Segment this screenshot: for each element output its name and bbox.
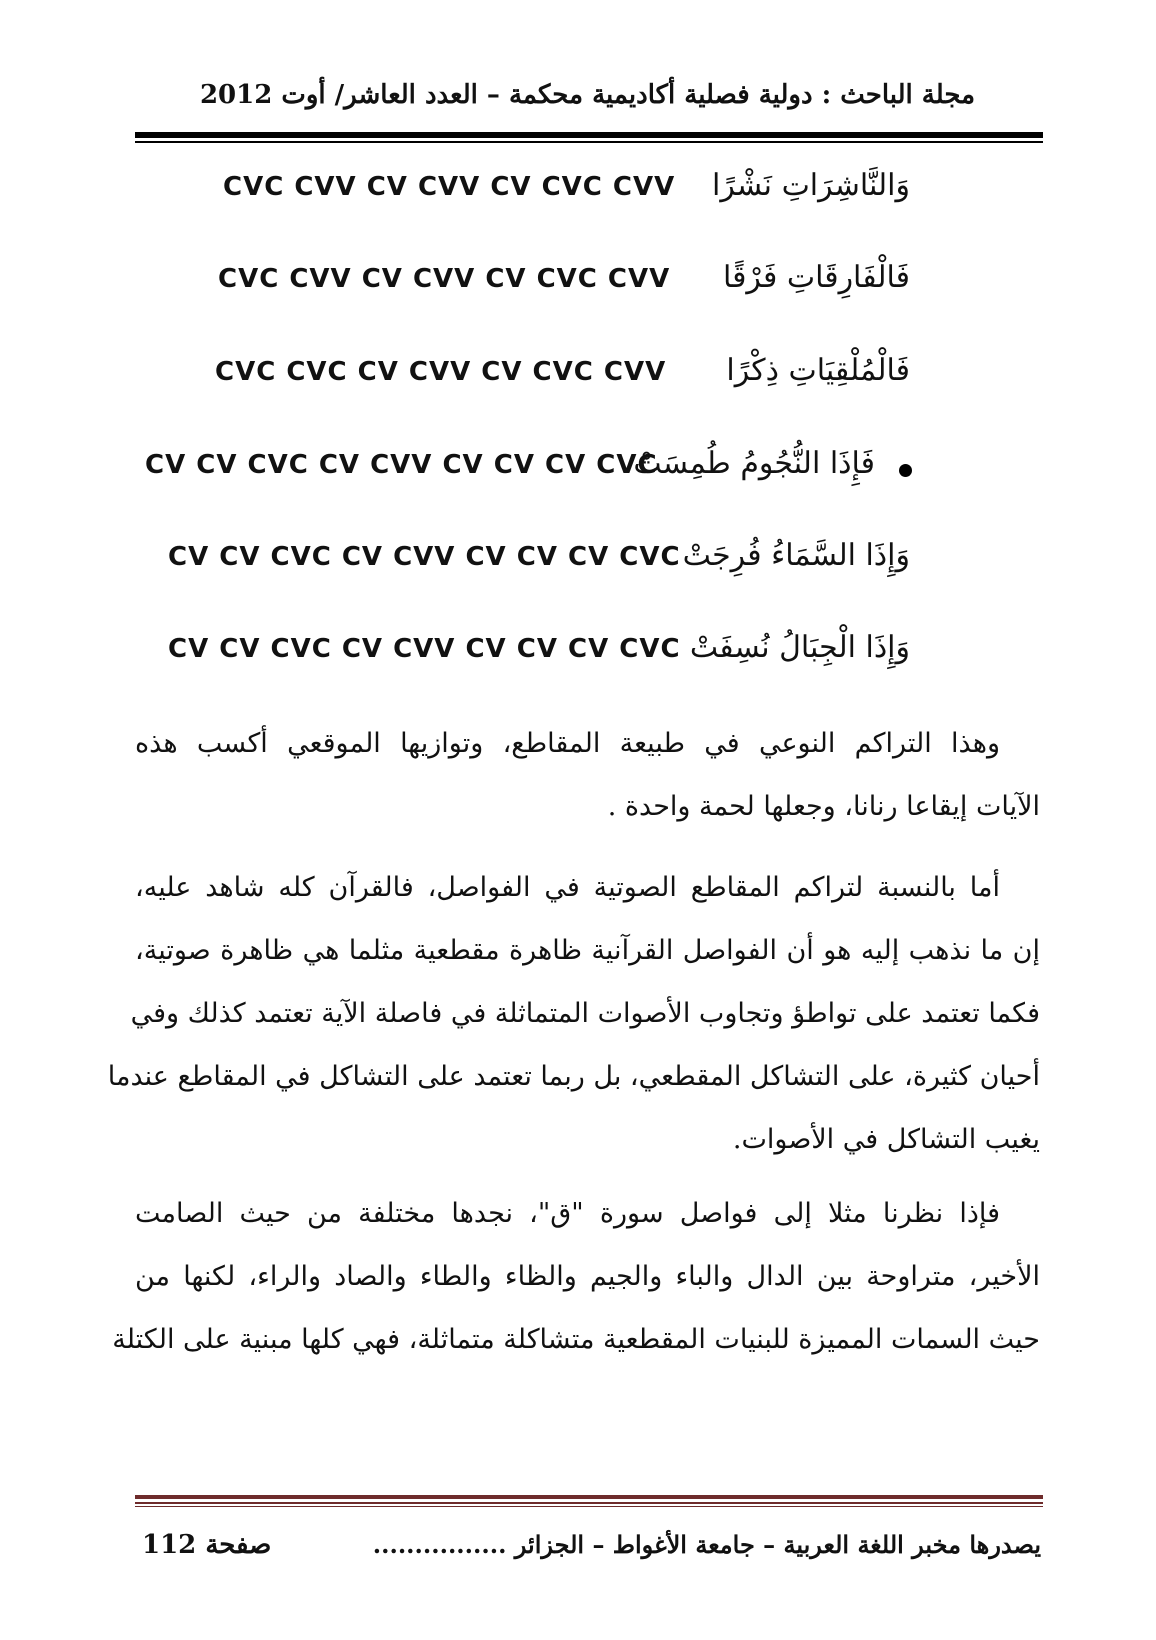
body-paragraph (107, 856, 1040, 1171)
verse-arabic: فَإِذَا النُّجُومُ طُمِسَتْ (633, 446, 875, 481)
paragraph-line: إن ما نذهب إليه هو أن الفواصل القرآنية ظاهرة مقطعية مثلما هي ظاهرة صوتية، (135, 935, 1040, 966)
verse-arabic: وَإِذَا السَّمَاءُ فُرِجَتْ (682, 538, 910, 573)
paragraph-line: فإذا نظرنا مثلا إلى فواصل سورة "ق"، نجدها مختلفة من حيث الصامت (135, 1198, 1000, 1229)
verse-row (135, 252, 1040, 312)
verse-arabic: فَالْفَارِقَاتِ فَرْقًا (722, 260, 910, 295)
verse-syllables: CV CV CVC CV CVV CV CV CV CVC (145, 450, 658, 480)
publisher-line: يصدرها مخبر اللغة العربية – جامعة الأغواط – الجزائر ................ (372, 1530, 1041, 1559)
verse-syllables: CVC CVV CV CVV CV CVC CVV (223, 172, 676, 202)
paragraph-line: الأخير، متراوحة بين الدال والباء والجيم والظاء والطاء والصاد والراء، لكنها من (135, 1261, 1040, 1292)
verse-arabic: وَالنَّاشِرَاتِ نَشْرًا (712, 168, 910, 203)
footer-rule (135, 1495, 1043, 1499)
verse-syllables: CV CV CVC CV CVV CV CV CV CVC (168, 634, 681, 664)
page-number: صفحة 112 (142, 1530, 272, 1560)
verse-arabic: وَإِذَا الْجِبَالُ نُسِفَتْ (689, 630, 910, 665)
journal-header: مجلة الباحث : دولية فصلية أكاديمية محكمة – العدد العاشر/ أوت 2012 (199, 80, 976, 110)
paragraph-line: يغيب التشاكل في الأصوات. (732, 1124, 1040, 1155)
header-rule-thin (135, 141, 1043, 143)
paragraph-line: حيث السمات المميزة للبنيات المقطعية متشاكلة متماثلة، فهي كلها مبنية على الكتلة (112, 1324, 1040, 1355)
verse-syllables: CVC CVC CV CVV CV CVC CVV (215, 357, 667, 387)
verse-arabic: فَالْمُلْقِيَاتِ ذِكْرًا (726, 353, 910, 388)
verse-row (135, 160, 1040, 220)
footer-rule (135, 1502, 1043, 1504)
body-paragraph (135, 712, 1040, 838)
paragraph-line: أما بالنسبة لتراكم المقاطع الصوتية في الفواصل، فالقرآن كله شاهد عليه، (135, 872, 1000, 903)
bullet-icon (899, 464, 912, 477)
verse-syllables: CVC CVV CV CVV CV CVC CVV (218, 264, 671, 294)
verse-row (135, 345, 1040, 405)
verse-syllables: CV CV CVC CV CVV CV CV CV CVC (168, 542, 681, 572)
paragraph-line: فكما تعتمد على تواطؤ وتجاوب الأصوات المتماثلة في فاصلة الآية تعتمد كذلك وفي (130, 998, 1040, 1029)
paragraph-line: أحيان كثيرة، على التشاكل المقطعي، بل ربما تعتمد على التشاكل في المقاطع عندما (107, 1061, 1040, 1092)
footer-rule (135, 1506, 1043, 1507)
verse-row (135, 438, 1040, 498)
header-rule-thick (135, 132, 1043, 138)
verse-row (135, 530, 1040, 590)
paragraph-line: وهذا التراكم النوعي في طبيعة المقاطع، وتوازيها الموقعي أكسب هذه (135, 728, 1000, 759)
verse-row (135, 622, 1040, 682)
body-paragraph (112, 1182, 1040, 1371)
paragraph-line: الآيات إيقاعا رنانا، وجعلها لحمة واحدة . (607, 791, 1040, 822)
